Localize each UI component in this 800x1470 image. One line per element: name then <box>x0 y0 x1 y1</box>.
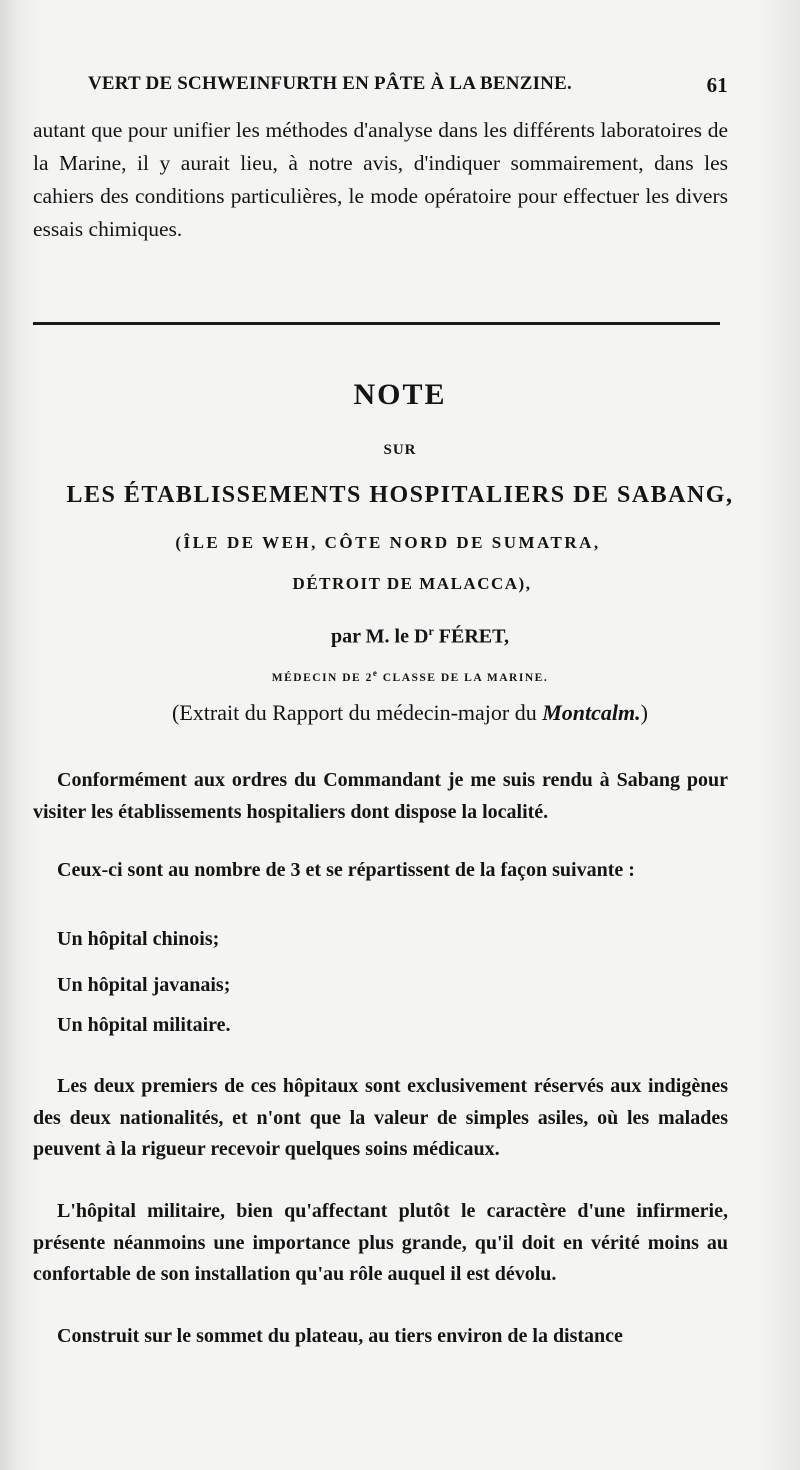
note-sur: SUR <box>383 442 417 458</box>
author-line <box>20 624 800 649</box>
list-item: Un hôpital militaire. <box>57 1014 231 1036</box>
extract-prefix: (Extrait du Rapport du médecin-major du <box>172 700 543 725</box>
note-heading: LES ÉTABLISSEMENTS HOSPITALIERS DE SABANG, <box>66 482 734 508</box>
paragraph-construit-text: Construit sur le sommet du plateau, au tiers environ de la distance <box>57 1325 623 1347</box>
paragraph-deux-premiers-text: Les deux premiers de ces hôpitaux sont exclusivement réservés aux indigènes des deux nationalités, et n'ont que la valeur de simples asiles, où les malades peuvent à la rigueur recevoir quelques soins médicaux. <box>33 1075 728 1160</box>
author-prefix: par M. le D <box>331 625 429 648</box>
paragraph-ceux-text: Ceux-ci sont au nombre de 3 et se répartissent de la façon suivante : <box>57 859 635 881</box>
rank-sup: e <box>372 668 379 678</box>
note-title: NOTE <box>353 378 447 411</box>
extract-line <box>10 700 800 726</box>
rank-suffix: CLASSE DE LA MARINE. <box>378 671 549 684</box>
author-name: FÉRET, <box>433 625 509 648</box>
rank-prefix: MÉDECIN DE 2 <box>271 671 373 684</box>
extract-suffix: ) <box>640 700 648 725</box>
paragraph-hopital-militaire <box>33 1196 728 1291</box>
note-subtitle-line2: DÉTROIT DE MALACCA), <box>292 574 532 593</box>
intro-paragraph: autant que pour unifier les méthodes d'analyse dans les différents laboratoires de la Marine, il y aurait lieu, à notre avis, d'indiquer sommairement, dans les cahiers des conditions particulières, le mode opératoire pour effectuer les divers essais chimiques. <box>33 118 728 241</box>
list-item: Un hôpital chinois; <box>57 928 220 950</box>
note-subtitle-line1: (ÎLE DE WEH, CÔTE NORD DE SUMATRA, <box>175 533 601 552</box>
paragraph-conformement-text: Conformément aux ordres du Commandant je me suis rendu à Sabang pour visiter les établissements hospitaliers dont dispose la localité. <box>33 769 728 823</box>
author-sup: r <box>428 624 434 638</box>
paragraph-ceux <box>33 855 728 887</box>
paragraph-hopital-militaire-text: L'hôpital militaire, bien qu'affectant plutôt le caractère d'une infirmerie, présente néanmoins une importance plus grande, qu'il doit en vérité moins au confortable de son installation qu'au rôle auquel il est dévolu. <box>33 1200 728 1285</box>
list-item: Un hôpital javanais; <box>57 974 231 996</box>
page-number: 61 <box>706 73 728 97</box>
paragraph-construit <box>33 1321 728 1353</box>
author-rank <box>10 668 800 684</box>
ship-name: Montcalm. <box>542 700 641 725</box>
paragraph-conformement <box>33 765 728 828</box>
paragraph-deux-premiers <box>33 1071 728 1166</box>
running-head-title: VERT DE SCHWEINFURTH EN PÂTE À LA BENZINE. <box>88 73 572 94</box>
section-divider <box>33 322 720 325</box>
